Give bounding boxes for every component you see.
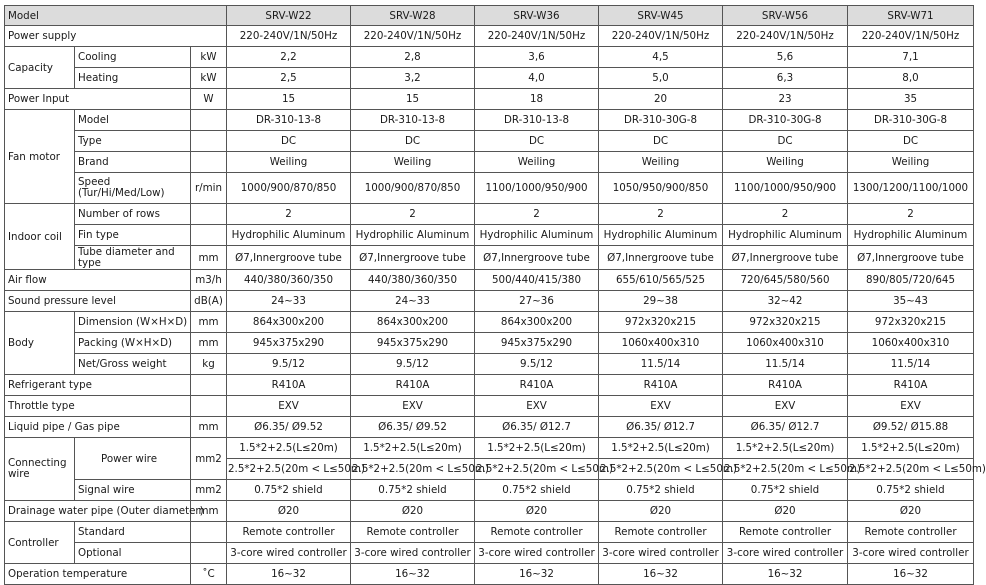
table-row bbox=[5, 68, 974, 89]
row-label: Power wire bbox=[75, 438, 191, 480]
unit-cell bbox=[191, 522, 227, 543]
unit-cell: mm bbox=[191, 312, 227, 333]
row-label: Power Input bbox=[5, 89, 191, 110]
row-label: Packing (W×H×D) bbox=[75, 333, 191, 354]
cell-value: Hydrophilic Aluminum bbox=[351, 225, 475, 246]
unit-cell bbox=[191, 152, 227, 173]
table-row bbox=[5, 270, 974, 291]
cell-value: 24~33 bbox=[351, 291, 475, 312]
cell-value: 220-240V/1N/50Hz bbox=[351, 26, 475, 47]
cell-value: Remote controller bbox=[599, 522, 723, 543]
unit-cell bbox=[191, 543, 227, 564]
spec-table bbox=[4, 5, 986, 585]
cell-value: 972x320x215 bbox=[723, 312, 848, 333]
cell-value: 220-240V/1N/50Hz bbox=[599, 26, 723, 47]
cell-value: 1100/1000/950/900 bbox=[723, 173, 848, 204]
cell-value: 972x320x215 bbox=[599, 312, 723, 333]
cell-value: Ø20 bbox=[475, 501, 599, 522]
table-row bbox=[5, 354, 974, 375]
table-row bbox=[5, 291, 974, 312]
cell-value: 0.75*2 shield bbox=[227, 480, 351, 501]
cell-value: 1060x400x310 bbox=[599, 333, 723, 354]
cell-value: Ø20 bbox=[723, 501, 848, 522]
cell-value: 220-240V/1N/50Hz bbox=[227, 26, 351, 47]
cell-value: 1.5*2+2.5(L≤20m) bbox=[848, 438, 974, 459]
cell-value: 11.5/14 bbox=[723, 354, 848, 375]
cell-value: 2.5*2+2.5(20m < L≤50m) bbox=[351, 459, 475, 480]
cell-value: 1.5*2+2.5(L≤20m) bbox=[599, 438, 723, 459]
cell-value: Weiling bbox=[848, 152, 974, 173]
cell-value: Remote controller bbox=[475, 522, 599, 543]
cell-value: 2.5*2+2.5(20m < L≤50m) bbox=[227, 459, 351, 480]
table-row bbox=[5, 396, 974, 417]
cell-value: 972x320x215 bbox=[848, 312, 974, 333]
cell-value: 1000/900/870/850 bbox=[227, 173, 351, 204]
cell-value: 2,2 bbox=[227, 47, 351, 68]
unit-cell: mm bbox=[191, 246, 227, 270]
unit-cell: kg bbox=[191, 354, 227, 375]
cell-value: 655/610/565/525 bbox=[599, 270, 723, 291]
cell-value: EXV bbox=[848, 396, 974, 417]
cell-value: DC bbox=[227, 131, 351, 152]
cell-value: 220-240V/1N/50Hz bbox=[723, 26, 848, 47]
row-label: Throttle type bbox=[5, 396, 191, 417]
cell-value: 0.75*2 shield bbox=[475, 480, 599, 501]
unit-cell bbox=[191, 110, 227, 131]
cell-value: DR-310-30G-8 bbox=[599, 110, 723, 131]
cell-value: 9.5/12 bbox=[351, 354, 475, 375]
cell-value: 2 bbox=[848, 204, 974, 225]
cell-value: 35 bbox=[848, 89, 974, 110]
cell-value: 2 bbox=[227, 204, 351, 225]
cell-value: 220-240V/1N/50Hz bbox=[848, 26, 974, 47]
table-row bbox=[5, 89, 974, 110]
cell-value: 9.5/12 bbox=[227, 354, 351, 375]
unit-cell bbox=[191, 204, 227, 225]
table-row bbox=[5, 543, 974, 564]
model-name: SRV-W28 bbox=[351, 6, 475, 26]
unit-cell: kW bbox=[191, 47, 227, 68]
cell-value: 1.5*2+2.5(L≤20m) bbox=[351, 438, 475, 459]
cell-value: 720/645/580/560 bbox=[723, 270, 848, 291]
cell-value: 16~32 bbox=[351, 564, 475, 585]
cell-value: Hydrophilic Aluminum bbox=[723, 225, 848, 246]
cell-value: 890/805/720/645 bbox=[848, 270, 974, 291]
cell-value: Ø6.35/ Ø12.7 bbox=[599, 417, 723, 438]
group-label: Fan motor bbox=[5, 110, 75, 204]
table-row bbox=[5, 204, 974, 225]
cell-value: 5,0 bbox=[599, 68, 723, 89]
model-name: SRV-W45 bbox=[599, 6, 723, 26]
cell-value: 29~38 bbox=[599, 291, 723, 312]
cell-value: EXV bbox=[475, 396, 599, 417]
cell-value: 32~42 bbox=[723, 291, 848, 312]
cell-value: 15 bbox=[351, 89, 475, 110]
cell-value: 440/380/360/350 bbox=[227, 270, 351, 291]
table-row bbox=[5, 246, 974, 270]
cell-value: 1100/1000/950/900 bbox=[475, 173, 599, 204]
cell-value: 16~32 bbox=[723, 564, 848, 585]
row-label: Type bbox=[75, 131, 191, 152]
cell-value: 0.75*2 shield bbox=[599, 480, 723, 501]
cell-value: 2,8 bbox=[351, 47, 475, 68]
unit-cell: ˚C bbox=[191, 564, 227, 585]
cell-value: 1050/950/900/850 bbox=[599, 173, 723, 204]
cell-value: 440/380/360/350 bbox=[351, 270, 475, 291]
cell-value: 1000/900/870/850 bbox=[351, 173, 475, 204]
cell-value: 945x375x290 bbox=[475, 333, 599, 354]
cell-value: 0.75*2 shield bbox=[351, 480, 475, 501]
cell-value: 864x300x200 bbox=[227, 312, 351, 333]
table-row bbox=[5, 225, 974, 246]
table-row bbox=[5, 333, 974, 354]
cell-value: 500/440/415/380 bbox=[475, 270, 599, 291]
cell-value: 945x375x290 bbox=[351, 333, 475, 354]
cell-value: 2 bbox=[599, 204, 723, 225]
cell-value: 18 bbox=[475, 89, 599, 110]
unit-cell bbox=[191, 396, 227, 417]
cell-value: 2.5*2+2.5(20m < L≤50m) bbox=[723, 459, 848, 480]
cell-value: 16~32 bbox=[599, 564, 723, 585]
cell-value: Hydrophilic Aluminum bbox=[848, 225, 974, 246]
cell-value: Ø7,Innergroove tube bbox=[723, 246, 848, 270]
table-row bbox=[5, 152, 974, 173]
cell-value: 3,6 bbox=[475, 47, 599, 68]
group-label: Indoor coil bbox=[5, 204, 75, 270]
cell-value: 16~32 bbox=[227, 564, 351, 585]
unit-cell bbox=[191, 375, 227, 396]
connecting-wire-label-line1: Connecting bbox=[8, 457, 67, 469]
unit-cell: mm bbox=[191, 333, 227, 354]
row-label: Dimension (W×H×D) bbox=[75, 312, 191, 333]
cell-value: 23 bbox=[723, 89, 848, 110]
cell-value: Ø20 bbox=[227, 501, 351, 522]
unit-cell: kW bbox=[191, 68, 227, 89]
unit-cell: mm bbox=[191, 501, 227, 522]
table-row bbox=[5, 312, 974, 333]
cell-value: EXV bbox=[227, 396, 351, 417]
model-name: SRV-W71 bbox=[848, 6, 974, 26]
row-label: Sound pressure level bbox=[5, 291, 191, 312]
cell-value: Ø7,Innergroove tube bbox=[227, 246, 351, 270]
cell-value: DC bbox=[723, 131, 848, 152]
table-row bbox=[5, 480, 974, 501]
row-label: Model bbox=[75, 110, 191, 131]
cell-value: 2 bbox=[351, 204, 475, 225]
cell-value: DR-310-13-8 bbox=[351, 110, 475, 131]
cell-value: Hydrophilic Aluminum bbox=[475, 225, 599, 246]
header-label: Model bbox=[5, 6, 227, 26]
cell-value: 2.5*2+2.5(20m < L≤50m) bbox=[848, 459, 974, 480]
table-row bbox=[5, 501, 974, 522]
cell-value: DR-310-30G-8 bbox=[848, 110, 974, 131]
cell-value: 3-core wired controller bbox=[723, 543, 848, 564]
row-label: Power supply bbox=[5, 26, 227, 47]
row-label: Signal wire bbox=[75, 480, 191, 501]
cell-value: R410A bbox=[848, 375, 974, 396]
cell-value: 5,6 bbox=[723, 47, 848, 68]
cell-value: 3-core wired controller bbox=[351, 543, 475, 564]
cell-value: 16~32 bbox=[848, 564, 974, 585]
cell-value: 864x300x200 bbox=[351, 312, 475, 333]
row-label: Standard bbox=[75, 522, 191, 543]
cell-value: 1.5*2+2.5(L≤20m) bbox=[475, 438, 599, 459]
cell-value: Remote controller bbox=[848, 522, 974, 543]
connecting-wire-label-line2: wire bbox=[8, 468, 30, 480]
cell-value: 3-core wired controller bbox=[599, 543, 723, 564]
row-label: Operation temperature bbox=[5, 564, 191, 585]
cell-value: 16~32 bbox=[475, 564, 599, 585]
cell-value: DC bbox=[599, 131, 723, 152]
cell-value: Ø7,Innergroove tube bbox=[351, 246, 475, 270]
cell-value: 1300/1200/1100/1000 bbox=[848, 173, 974, 204]
cell-value: Remote controller bbox=[227, 522, 351, 543]
row-label: Tube diameter and type bbox=[75, 246, 191, 270]
cell-value: 0.75*2 shield bbox=[848, 480, 974, 501]
cell-value: EXV bbox=[723, 396, 848, 417]
cell-value: 1.5*2+2.5(L≤20m) bbox=[723, 438, 848, 459]
cell-value: Weiling bbox=[475, 152, 599, 173]
model-name: SRV-W56 bbox=[723, 6, 848, 26]
cell-value: 3-core wired controller bbox=[227, 543, 351, 564]
row-label: Fin type bbox=[75, 225, 191, 246]
cell-value: 864x300x200 bbox=[475, 312, 599, 333]
cell-value: Ø7,Innergroove tube bbox=[848, 246, 974, 270]
row-label: Brand bbox=[75, 152, 191, 173]
cell-value: 3-core wired controller bbox=[475, 543, 599, 564]
cell-value: 1060x400x310 bbox=[723, 333, 848, 354]
cell-value: Hydrophilic Aluminum bbox=[599, 225, 723, 246]
unit-cell: r/min bbox=[191, 173, 227, 204]
cell-value: Weiling bbox=[599, 152, 723, 173]
cell-value: Ø20 bbox=[599, 501, 723, 522]
cell-value: R410A bbox=[599, 375, 723, 396]
cell-value: EXV bbox=[599, 396, 723, 417]
cell-value: DR-310-13-8 bbox=[227, 110, 351, 131]
table-row bbox=[5, 47, 974, 68]
unit-cell bbox=[191, 131, 227, 152]
group-label: Controller bbox=[5, 522, 75, 564]
cell-value: DC bbox=[475, 131, 599, 152]
cell-value: 27~36 bbox=[475, 291, 599, 312]
row-label: Number of rows bbox=[75, 204, 191, 225]
cell-value: DC bbox=[351, 131, 475, 152]
cell-value: Ø7,Innergroove tube bbox=[475, 246, 599, 270]
row-label: Optional bbox=[75, 543, 191, 564]
cell-value: Remote controller bbox=[723, 522, 848, 543]
unit-cell: mm2 bbox=[191, 480, 227, 501]
cell-value: DC bbox=[848, 131, 974, 152]
unit-cell: dB(A) bbox=[191, 291, 227, 312]
cell-value: 6,3 bbox=[723, 68, 848, 89]
table-row bbox=[5, 110, 974, 131]
cell-value: Ø20 bbox=[848, 501, 974, 522]
speed-label-line2: (Tur/Hi/Med/Low) bbox=[78, 187, 165, 199]
cell-value: 0.75*2 shield bbox=[723, 480, 848, 501]
cell-value: R410A bbox=[723, 375, 848, 396]
cell-value: 2.5*2+2.5(20m < L≤50m) bbox=[599, 459, 723, 480]
cell-value: DR-310-13-8 bbox=[475, 110, 599, 131]
cell-value: Ø9.52/ Ø15.88 bbox=[848, 417, 974, 438]
cell-value: 4,5 bbox=[599, 47, 723, 68]
unit-cell: W bbox=[191, 89, 227, 110]
cell-value: EXV bbox=[351, 396, 475, 417]
cell-value: 1060x400x310 bbox=[848, 333, 974, 354]
header-row bbox=[5, 6, 974, 26]
cell-value: Ø6.35/ Ø12.7 bbox=[723, 417, 848, 438]
model-name: SRV-W22 bbox=[227, 6, 351, 26]
cell-value: Ø6.35/ Ø9.52 bbox=[227, 417, 351, 438]
cell-value: Weiling bbox=[723, 152, 848, 173]
cell-value: Weiling bbox=[351, 152, 475, 173]
cell-value: Ø6.35/ Ø9.52 bbox=[351, 417, 475, 438]
unit-cell: mm bbox=[191, 417, 227, 438]
cell-value: 35~43 bbox=[848, 291, 974, 312]
row-label: Net/Gross weight bbox=[75, 354, 191, 375]
cell-value: Weiling bbox=[227, 152, 351, 173]
table-row bbox=[5, 26, 974, 47]
cell-value: 4,0 bbox=[475, 68, 599, 89]
table-row bbox=[5, 173, 974, 204]
cell-value: Ø6.35/ Ø12.7 bbox=[475, 417, 599, 438]
unit-cell bbox=[191, 225, 227, 246]
table-row bbox=[5, 131, 974, 152]
row-label: Refrigerant type bbox=[5, 375, 191, 396]
cell-value: Ø20 bbox=[351, 501, 475, 522]
row-label: Liquid pipe / Gas pipe bbox=[5, 417, 191, 438]
cell-value: 11.5/14 bbox=[599, 354, 723, 375]
cell-value: 2.5*2+2.5(20m < L≤50m) bbox=[475, 459, 599, 480]
unit-cell: mm2 bbox=[191, 438, 227, 480]
cell-value: 3-core wired controller bbox=[848, 543, 974, 564]
cell-value: Remote controller bbox=[351, 522, 475, 543]
cell-value: R410A bbox=[351, 375, 475, 396]
row-label: Cooling bbox=[75, 47, 191, 68]
cell-value: 3,2 bbox=[351, 68, 475, 89]
cell-value: DR-310-30G-8 bbox=[723, 110, 848, 131]
cell-value: 11.5/14 bbox=[848, 354, 974, 375]
unit-cell: m3/h bbox=[191, 270, 227, 291]
cell-value: Ø7,Innergroove tube bbox=[599, 246, 723, 270]
row-label: Drainage water pipe (Outer diameter) bbox=[5, 501, 191, 522]
table-row bbox=[5, 375, 974, 396]
cell-value: 7,1 bbox=[848, 47, 974, 68]
cell-value: 945x375x290 bbox=[227, 333, 351, 354]
cell-value: 2 bbox=[475, 204, 599, 225]
row-label: Heating bbox=[75, 68, 191, 89]
cell-value: Hydrophilic Aluminum bbox=[227, 225, 351, 246]
group-label: Capacity bbox=[5, 47, 75, 89]
table-row bbox=[5, 438, 974, 459]
cell-value: 20 bbox=[599, 89, 723, 110]
cell-value: 2 bbox=[723, 204, 848, 225]
cell-value: 1.5*2+2.5(L≤20m) bbox=[227, 438, 351, 459]
cell-value: 24~33 bbox=[227, 291, 351, 312]
row-label bbox=[75, 173, 191, 204]
cell-value: 9.5/12 bbox=[475, 354, 599, 375]
group-label bbox=[5, 438, 75, 501]
cell-value: R410A bbox=[475, 375, 599, 396]
cell-value: 15 bbox=[227, 89, 351, 110]
table-row bbox=[5, 417, 974, 438]
cell-value: 2,5 bbox=[227, 68, 351, 89]
model-name: SRV-W36 bbox=[475, 6, 599, 26]
cell-value: 8,0 bbox=[848, 68, 974, 89]
table-row bbox=[5, 564, 974, 585]
cell-value: R410A bbox=[227, 375, 351, 396]
cell-value: 220-240V/1N/50Hz bbox=[475, 26, 599, 47]
group-label: Body bbox=[5, 312, 75, 375]
speed-label-line1: Speed bbox=[78, 176, 111, 188]
table-row bbox=[5, 522, 974, 543]
row-label: Air flow bbox=[5, 270, 191, 291]
